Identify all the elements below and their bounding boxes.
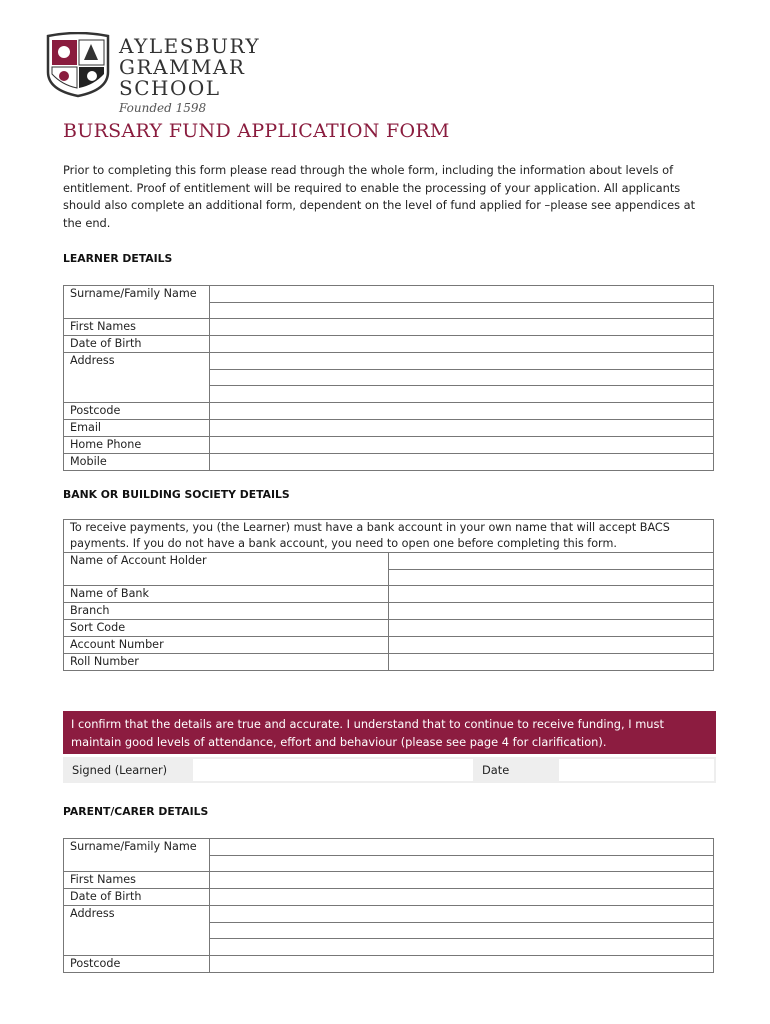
school-crest-icon [44,32,112,98]
postcode-input[interactable] [210,402,714,419]
signature-row [63,757,716,783]
field-label: Mobile [64,453,210,470]
field-label: Roll Number [64,654,389,671]
field-label: Surname/Family Name [64,286,210,319]
parent-details-table [63,838,714,973]
signature-input[interactable] [193,759,473,781]
parent-date-of-birth-input[interactable] [210,889,714,906]
intro-paragraph: Prior to completing this form please read through the whole form, including the information about levels of entitlement. Proof of entitlement will be required to enable the processing of your application. All applicants should also complete an additional form, dependent on the level of fund applied for –please see appendices at the end. [63,163,696,230]
home-phone-input[interactable] [210,436,714,453]
parent-first-names-input[interactable] [210,872,714,889]
parent-address-line2-input[interactable] [210,922,714,939]
learner-details-table [63,285,714,471]
field-label: Address [64,353,210,403]
roll-number-input[interactable] [389,654,714,671]
field-label: Name of Account Holder [64,553,389,586]
email-input[interactable] [210,419,714,436]
bank-details-table [63,519,714,671]
parent-details-heading: PARENT/CARER DETAILS [63,805,209,818]
school-logo [44,32,354,115]
sort-code-input[interactable] [389,620,714,637]
field-label: Branch [64,603,389,620]
bank-name-input[interactable] [389,586,714,603]
field-label: Postcode [64,955,210,972]
bank-details-heading: BANK OR BUILDING SOCIETY DETAILS [63,488,290,501]
date-input[interactable] [559,759,714,781]
account-holder-input[interactable] [389,553,714,570]
branch-input[interactable] [389,603,714,620]
surname-input-cont[interactable] [210,302,714,319]
school-name-line2: GRAMMAR SCHOOL [119,55,246,100]
address-line1-input[interactable] [210,353,714,370]
parent-address-line1-input[interactable] [210,906,714,923]
bank-note: To receive payments, you (the Learner) must have a bank account in your own name that will accept BACS payments. If you do not have a bank account, you need to open one before completing this form. [64,520,714,553]
date-of-birth-input[interactable] [210,336,714,353]
account-number-input[interactable] [389,637,714,654]
address-line3-input[interactable] [210,386,714,403]
first-names-input[interactable] [210,319,714,336]
field-label: Sort Code [64,620,389,637]
field-label: Date of Birth [64,889,210,906]
surname-input[interactable] [210,286,714,303]
field-label: Name of Bank [64,586,389,603]
field-label: First Names [64,319,210,336]
account-holder-input-cont[interactable] [389,569,714,586]
field-label: Home Phone [64,436,210,453]
field-label: Address [64,906,210,956]
field-label: Account Number [64,637,389,654]
founded-text: Founded 1598 [119,101,207,115]
confirmation-banner: I confirm that the details are true and accurate. I understand that to continue to receive funding, I must maintain good levels of attendance, effort and behaviour (please see page 4 for clarification). [63,711,716,754]
mobile-input[interactable] [210,453,714,470]
parent-surname-input[interactable] [210,839,714,856]
field-label: Date of Birth [64,336,210,353]
parent-surname-input-cont[interactable] [210,855,714,872]
field-label: Surname/Family Name [64,839,210,872]
field-label: Email [64,419,210,436]
date-label: Date [482,763,510,777]
parent-postcode-input[interactable] [210,955,714,972]
signed-learner-label: Signed (Learner) [72,763,168,777]
page-title: BURSARY FUND APPLICATION FORM [63,120,450,142]
parent-address-line3-input[interactable] [210,939,714,956]
learner-details-heading: LEARNER DETAILS [63,252,173,265]
field-label: Postcode [64,402,210,419]
field-label: First Names [64,872,210,889]
school-name-line1: AYLESBURY [119,34,261,58]
address-line2-input[interactable] [210,369,714,386]
